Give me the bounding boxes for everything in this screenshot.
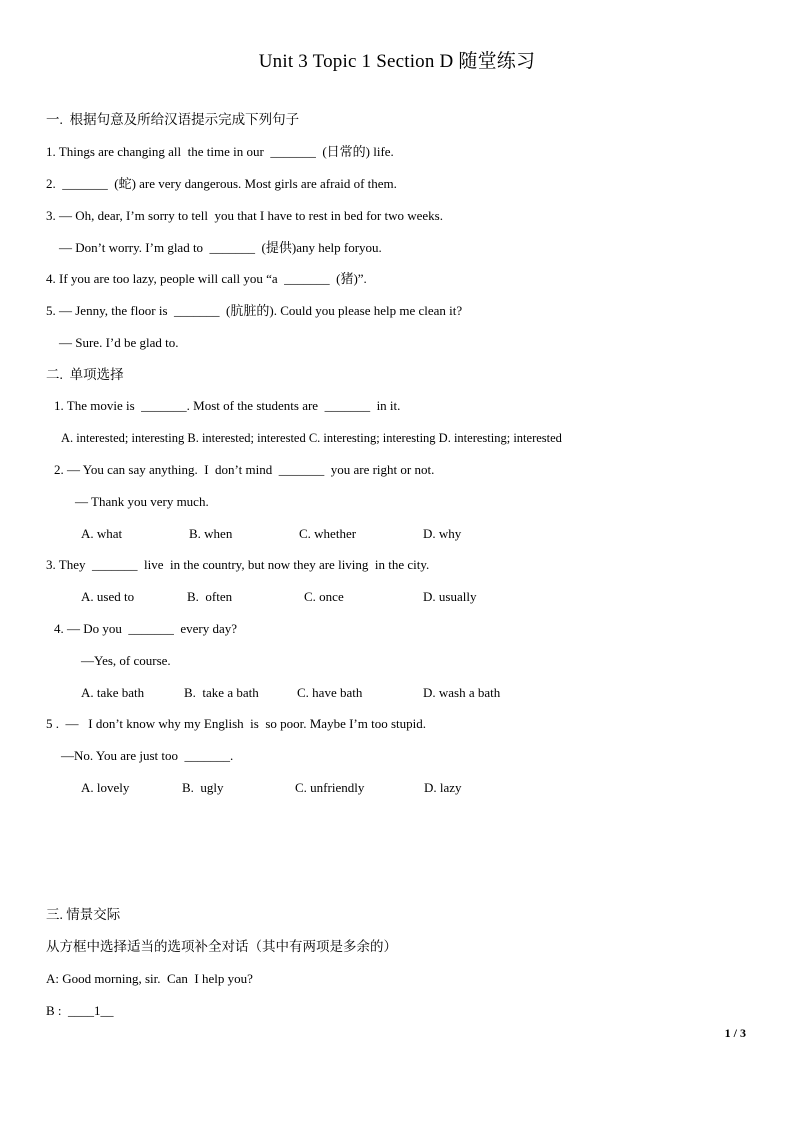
- s1-item-4: 4. If you are too lazy, people will call you “a _______ (猪)”.: [46, 271, 367, 286]
- page-title: Unit 3 Topic 1 Section D 随堂练习: [258, 51, 536, 72]
- q5-option-a: A. lovely: [81, 780, 130, 795]
- dialog-line-a: A: Good morning, sir. Can I help you?: [46, 971, 253, 986]
- s1-item-5-reply: — Sure. I’d be glad to.: [46, 335, 179, 350]
- s1-item-3: 3. — Oh, dear, I’m sorry to tell you that I have to rest in bed for two weeks.: [46, 208, 443, 223]
- q2-option-d: D. why: [423, 526, 462, 541]
- s1-item-2: 2. _______ (蛇) are very dangerous. Most girls are afraid of them.: [46, 176, 397, 191]
- s1-item-3-reply: — Don’t worry. I’m glad to _______ (提供)any help foryou.: [46, 240, 382, 255]
- q2-option-c: C. whether: [299, 526, 357, 541]
- q2-reply: — Thank you very much.: [75, 494, 209, 509]
- section-3-instruction: 从方框中选择适当的选项补全对话（其中有两项是多余的）: [46, 939, 397, 954]
- q4-option-a: A. take bath: [81, 685, 145, 700]
- s1-item-1: 1. Things are changing all the time in our _______ (日常的) life.: [46, 144, 394, 159]
- q5-option-d: D. lazy: [424, 780, 462, 795]
- q3-option-b: B. often: [187, 589, 233, 604]
- dialog-line-b: B : ____1__: [46, 1003, 114, 1018]
- section-3-heading: 三. 情景交际: [46, 907, 121, 922]
- q5-option-b: B. ugly: [182, 780, 224, 795]
- q4-option-b: B. take a bath: [184, 685, 259, 700]
- q3-option-c: C. once: [304, 589, 344, 604]
- q2-stem: 2. — You can say anything. I don’t mind _______ you are right or not.: [54, 462, 435, 477]
- section-2-heading: 二. 单项选择: [46, 367, 124, 382]
- page-number: 1 / 3: [724, 1026, 746, 1040]
- s1-item-5: 5. — Jenny, the floor is _______ (肮脏的). Could you please help me clean it?: [46, 303, 463, 318]
- q3-option-a: A. used to: [81, 589, 135, 604]
- q4-reply: —Yes, of course.: [81, 653, 171, 668]
- q4-option-d: D. wash a bath: [423, 685, 501, 700]
- q5-reply: —No. You are just too _______.: [61, 748, 234, 763]
- q5-stem: 5 . — I don’t know why my English is so poor. Maybe I’m too stupid.: [46, 716, 427, 731]
- q3-stem: 3. They _______ live in the country, but now they are living in the city.: [46, 557, 430, 572]
- q1-options: A. interested; interesting B. interested; interested C. interesting; interesting D. interesting; interested: [61, 431, 562, 445]
- q1-stem: 1. The movie is _______. Most of the students are _______ in it.: [54, 398, 401, 413]
- q2-option-a: A. what: [81, 526, 123, 541]
- q4-stem: 4. — Do you _______ every day?: [54, 621, 238, 636]
- section-1-heading: 一. 根据句意及所给汉语提示完成下列句子: [46, 112, 300, 127]
- q2-option-b: B. when: [189, 526, 233, 541]
- q4-option-c: C. have bath: [297, 685, 363, 700]
- q5-option-c: C. unfriendly: [295, 780, 365, 795]
- q3-option-d: D. usually: [423, 589, 477, 604]
